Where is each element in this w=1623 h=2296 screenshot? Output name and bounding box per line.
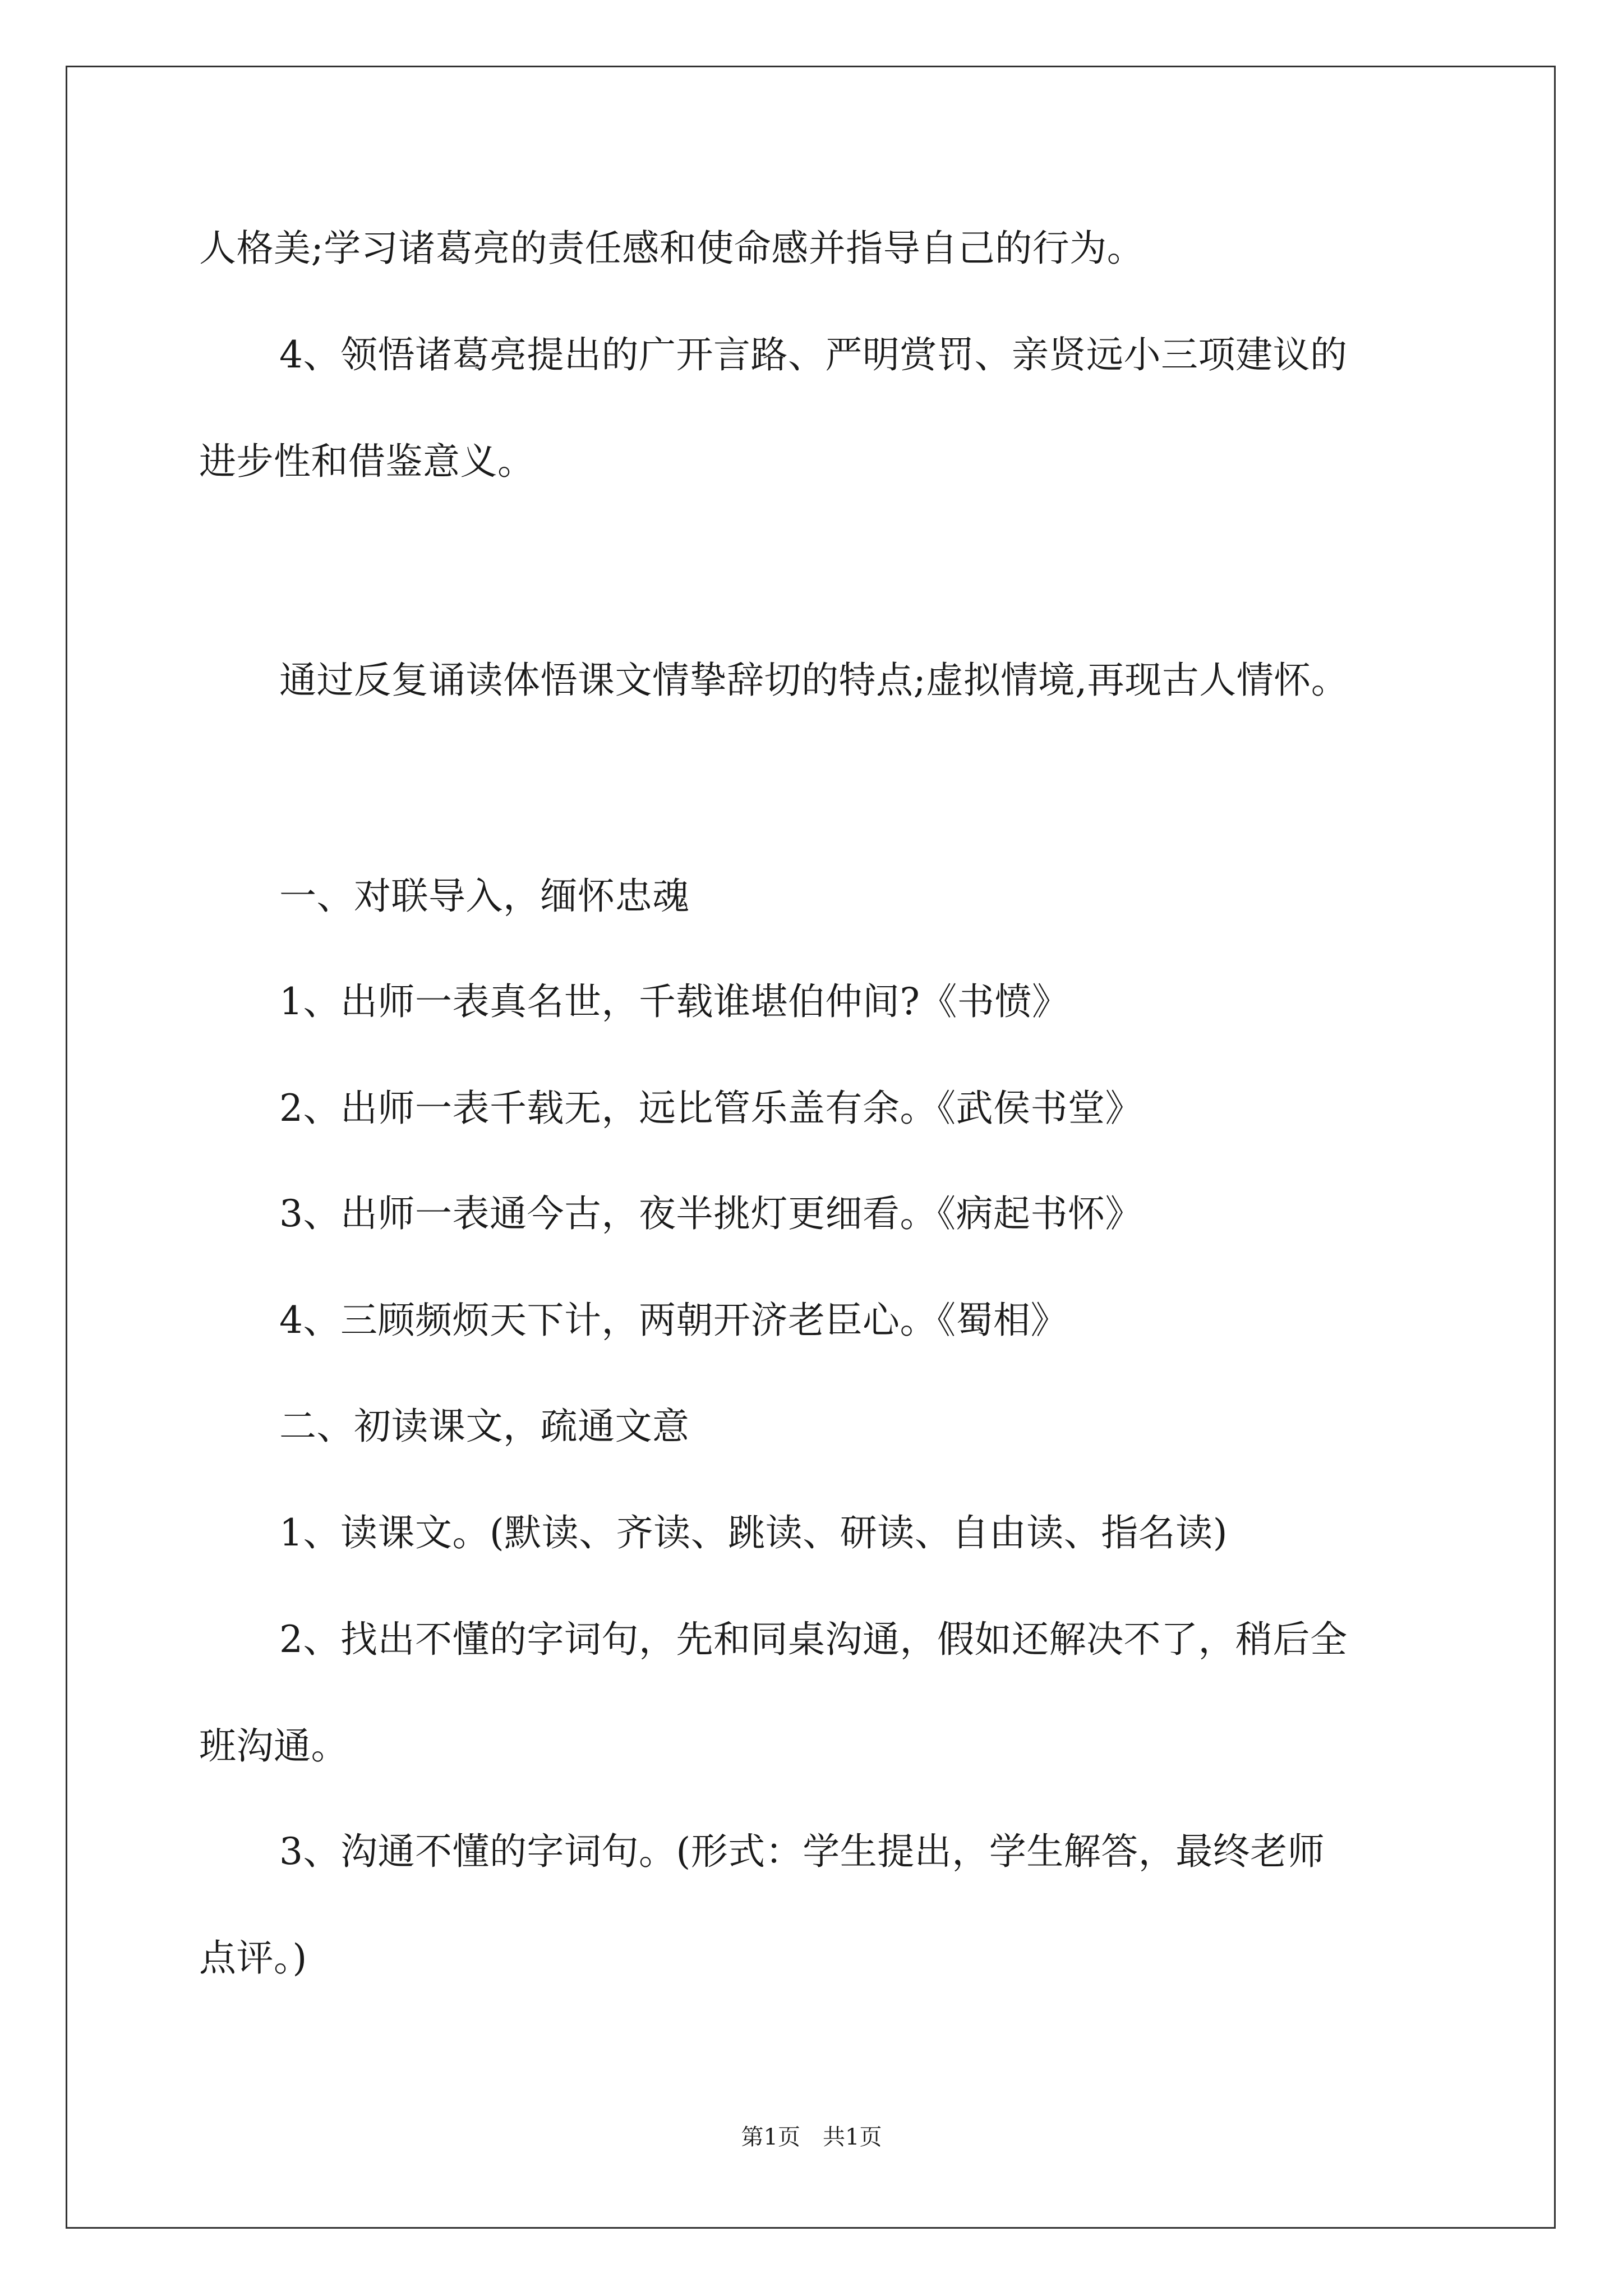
text-line-2: 4、领悟诸葛亮提出的广开言路、严明赏罚、亲贤远小三项建议的 bbox=[279, 333, 1348, 376]
text-line-9: 4、三顾频烦天下计，两朝开济老臣心。《蜀相》 bbox=[279, 1299, 1068, 1342]
text-line-8: 3、出师一表通今古，夜半挑灯更细看。《病起书怀》 bbox=[279, 1192, 1142, 1235]
text-line-7: 2、出师一表千载无，远比管乐盖有余。《武侯书堂》 bbox=[279, 1087, 1142, 1130]
page-border bbox=[66, 66, 1556, 2229]
text-line-1: 人格美;学习诸葛亮的责任感和使命感并指导自己的行为。 bbox=[199, 227, 1145, 270]
text-line-14: 3、沟通不懂的字词句。(形式：学生提出，学生解答，最终老师 bbox=[279, 1830, 1325, 1873]
text-line-3: 进步性和借鉴意义。 bbox=[199, 440, 535, 483]
text-line-6: 1、出师一表真名世，千载谁堪伯仲间?《书愤》 bbox=[279, 980, 1069, 1023]
text-line-12: 2、找出不懂的字词句，先和同桌沟通，假如还解决不了，稍后全 bbox=[279, 1618, 1348, 1661]
section-heading-1: 一、对联导入，缅怀忠魂 bbox=[279, 875, 690, 918]
text-line-4: 通过反复诵读体悟课文情挚辞切的特点;虚拟情境,再现古人情怀。 bbox=[279, 659, 1349, 702]
section-heading-2: 二、初读课文，疏通文意 bbox=[279, 1405, 690, 1448]
text-line-15: 点评。) bbox=[199, 1936, 307, 1980]
text-line-11: 1、读课文。(默读、齐读、跳读、研读、自由读、指名读) bbox=[279, 1511, 1228, 1554]
text-line-13: 班沟通。 bbox=[199, 1724, 348, 1768]
page-number-footer: 第1页 共1页 bbox=[741, 2124, 882, 2150]
